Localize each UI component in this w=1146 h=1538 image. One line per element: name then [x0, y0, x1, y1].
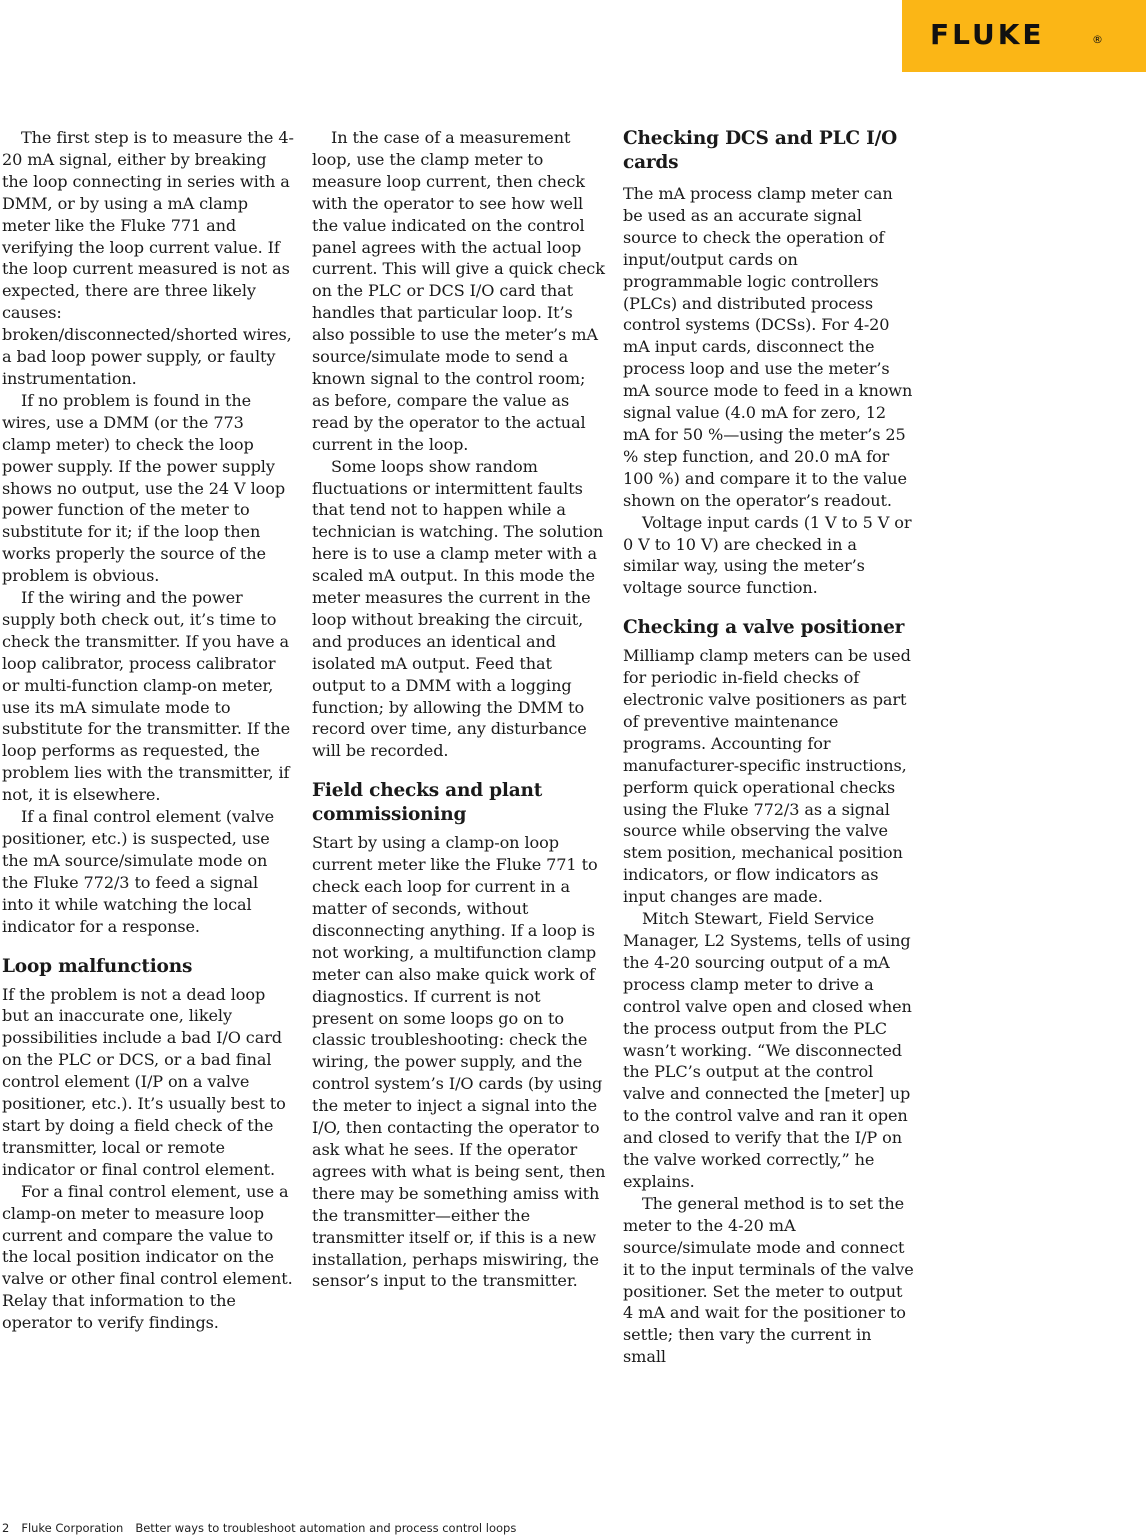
body-paragraph: If a final control element (valve positioner, etc.) is suspected, use the mA source/simulate mode on the Fluke 772/3 to feed a signal into it while watching the local indicator for a response.	[2, 807, 275, 936]
body-paragraph: Start by using a clamp-on loop current meter like the Fluke 771 to check each loop for current in a matter of seconds, without disconnecting anything. If a loop is not working, a multifunction clamp meter can also make quick work of diagnostics. If current is not present on some loops go on to classic troubleshooting: check the wiring, the power supply, and the control system’s I/O cards (by using the meter to inject a signal into the I/O, then contacting the operator to ask what he sees. If the operator agrees with what is being sent, then there may be something amiss with the transmitter—either the transmitter itself or, if this is a new installation, perhaps miswiring, the sensor’s input to the transmitter.	[312, 833, 606, 1291]
section-heading: Field checks and plant commissioning	[312, 780, 543, 826]
body-paragraph: If the problem is not a dead loop but an inaccurate one, likely possibilities include a bad I/O card on the PLC or DCS, or a bad final control element (I/P on a valve positioner, etc.). It’s usually best to start by doing a field check of the transmitter, local or remote indicator or final control element.	[2, 984, 286, 1179]
body-paragraph: The general method is to set the meter to the 4-20 mA source/simulate mode and connect it to the input terminals of the valve positioner. Set the meter to output 4 mA and wait for the positioner to settle; then vary the current in small	[623, 1193, 914, 1367]
body-paragraph: Mitch Stewart, Field Service Manager, L2 Systems, tells of using the 4-20 sourcing output of a mA process clamp meter to drive a control valve open and closed when the process output from the PLC wasn’t working. “We disconnected the PLC’s output at the control valve and connected the [meter] up to the control valve and ran it open and closed to verify that the I/P on the valve worked correctly,” he explains.	[623, 909, 912, 1191]
footer-title: Better ways to troubleshoot automation and process control loops	[135, 1521, 517, 1535]
section-heading: Checking DCS and PLC I/O cards	[623, 128, 898, 173]
page-number: 2	[2, 1521, 10, 1535]
column-3	[623, 127, 915, 1368]
body-paragraph: For a final control element, use a clamp-on meter to measure loop current and compare the value to the local position indicator on the valve or other final control element. Relay that information to the operator to verify findings.	[2, 1181, 293, 1333]
column-1	[2, 127, 294, 1334]
body-paragraph: The first step is to measure the 4-20 mA signal, either by breaking the loop connecting in series with a DMM, or by using a mA clamp meter like the Fluke 771 and verifying the loop current value. If the loop current measured is not as expected, there are three likely causes: broken/disconnected/shorted wires, a bad loop power supply, or faulty instrumentation.	[2, 128, 294, 388]
logo-wordmark: FLUKE	[930, 18, 1045, 51]
body-paragraph: If the wiring and the power supply both check out, it’s time to check the transmitter. If you have a loop calibrator, process calibrator or multi-function clamp-on meter, use its mA simulate mode to substitute for the transmitter. If the loop performs as requested, the problem lies with the transmitter, if not, it is elsewhere.	[2, 588, 291, 805]
body-paragraph: The mA process clamp meter can be used as an accurate signal source to check the operation of input/output cards on programmable logic controllers (PLCs) and distributed process control systems (DCSs). For 4-20 mA input cards, disconnect the process loop and use the meter’s mA source mode to feed in a known signal value (4.0 mA for zero, 12 mA for 50 %—using the meter’s 25 % step function, and 20.0 mA for 100 %) and compare it to the value shown on the operator’s readout.	[623, 184, 913, 510]
section-heading: Checking a valve positioner	[623, 617, 905, 639]
column-2	[312, 127, 606, 1292]
body-paragraph: In the case of a measurement loop, use the clamp meter to measure loop current, then check with the operator to see how well the value indicated on the control panel agrees with the actual loop current. This will give a quick check on the PLC or DCS I/O card that handles that particular loop. It’s also possible to use the meter’s mA source/simulate mode to send a known signal to the control room; as before, compare the value as read by the operator to the actual current in the loop.	[312, 128, 605, 454]
registered-mark: ®	[1092, 33, 1103, 46]
body-paragraph: If no problem is found in the wires, use a DMM (or the 773 clamp meter) to check the loop power supply. If the power supply shows no output, use the 24 V loop power function of the meter to substitute for it; if the loop then works properly the source of the problem is obvious.	[2, 390, 286, 586]
body-paragraph: Some loops show random fluctuations or intermittent faults that tend not to happen while a technician is watching. The solution here is to use a clamp meter with a scaled mA output. In this mode the meter measures the current in the loop without breaking the circuit, and produces an identical and isolated mA output. Feed that output to a DMM with a logging function; by allowing the DMM to record over time, any disturbance will be recorded.	[312, 456, 604, 761]
footer-company: Fluke Corporation	[21, 1521, 124, 1535]
fluke-logo	[902, 0, 1146, 72]
body-paragraph: Voltage input cards (1 V to 5 V or 0 V to 10 V) are checked in a similar way, using the meter’s voltage source function.	[623, 512, 912, 598]
section-heading: Loop malfunctions	[2, 955, 193, 977]
body-paragraph: Milliamp clamp meters can be used for periodic in-field checks of electronic valve positioners as part of preventive maintenance programs. Accounting for manufacturer-specific instructions, perform quick operational checks using the Fluke 772/3 as a signal source while observing the valve stem position, mechanical position indicators, or flow indicators as input changes are made.	[623, 646, 911, 907]
page-footer	[2, 1521, 528, 1535]
